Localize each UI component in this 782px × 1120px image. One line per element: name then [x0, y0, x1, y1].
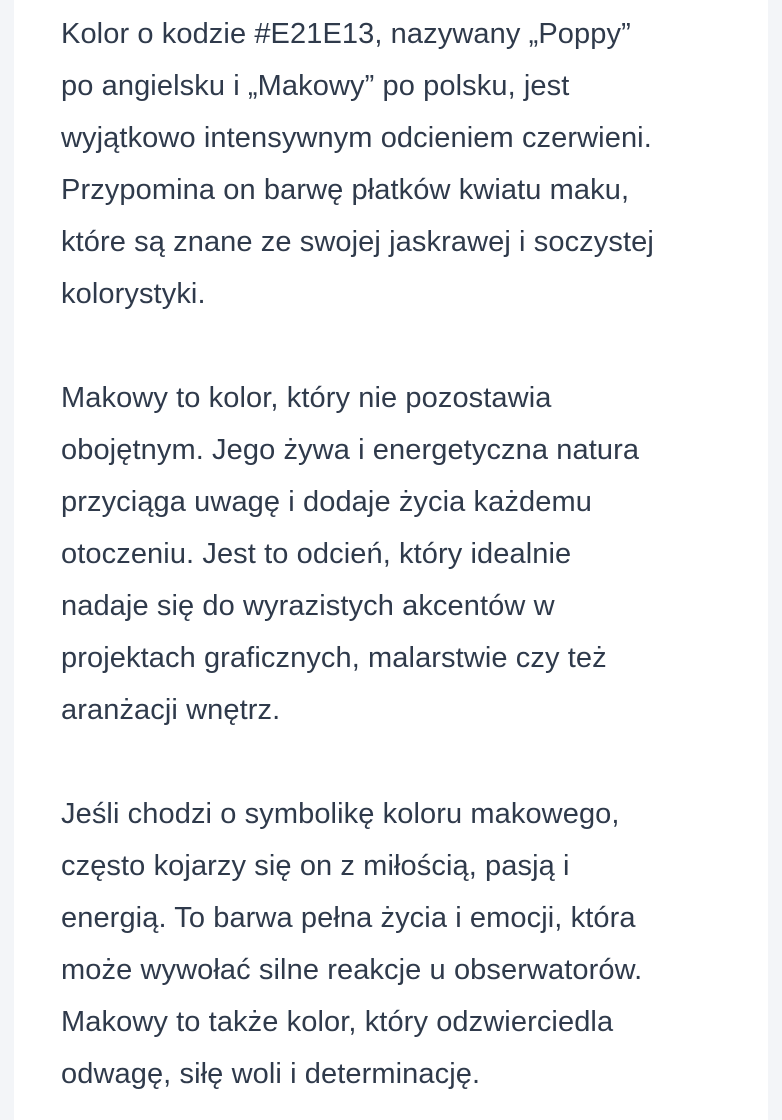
text-line: Kolor o kodzie #E21E13, nazywany „Poppy” — [61, 18, 631, 50]
paragraph-intro — [61, 8, 761, 320]
text-line: Makowy to także kolor, który odzwierciedla — [61, 1006, 614, 1038]
text-line: obojętnym. Jego żywa i energetyczna natura — [61, 434, 640, 466]
text-line: często kojarzy się on z miłością, pasją i — [61, 850, 570, 882]
text-line: Przypomina on barwę płatków kwiatu maku, — [61, 174, 630, 206]
article-body — [61, 8, 761, 1120]
text-line: projektach graficznych, malarstwie czy też — [61, 642, 607, 674]
text-line: odwagę, siłę woli i determinację. — [61, 1058, 481, 1090]
text-line: po angielsku i „Makowy” po polsku, jest — [61, 70, 570, 102]
text-line: energią. To barwa pełna życia i emocji, która — [61, 902, 636, 934]
text-line: Jeśli chodzi o symbolikę koloru makowego, — [61, 798, 620, 830]
text-line: może wywołać silne reakcje u obserwatorów. — [61, 954, 643, 986]
paragraph-character — [61, 372, 761, 736]
text-line: kolorystyki. — [61, 278, 206, 310]
text-line: wyjątkowo intensywnym odcieniem czerwieni. — [61, 122, 652, 154]
text-line: Makowy to kolor, który nie pozostawia — [61, 382, 552, 414]
text-line: przyciąga uwagę i dodaje życia każdemu — [61, 486, 592, 518]
paragraph-symbolism — [61, 788, 761, 1100]
text-line: aranżacji wnętrz. — [61, 694, 281, 726]
page-card — [14, 0, 768, 1120]
text-line: nadaje się do wyrazistych akcentów w — [61, 590, 555, 622]
text-line: otoczeniu. Jest to odcień, który idealnie — [61, 538, 572, 570]
text-line: które są znane ze swojej jaskrawej i soczystej — [61, 226, 654, 258]
